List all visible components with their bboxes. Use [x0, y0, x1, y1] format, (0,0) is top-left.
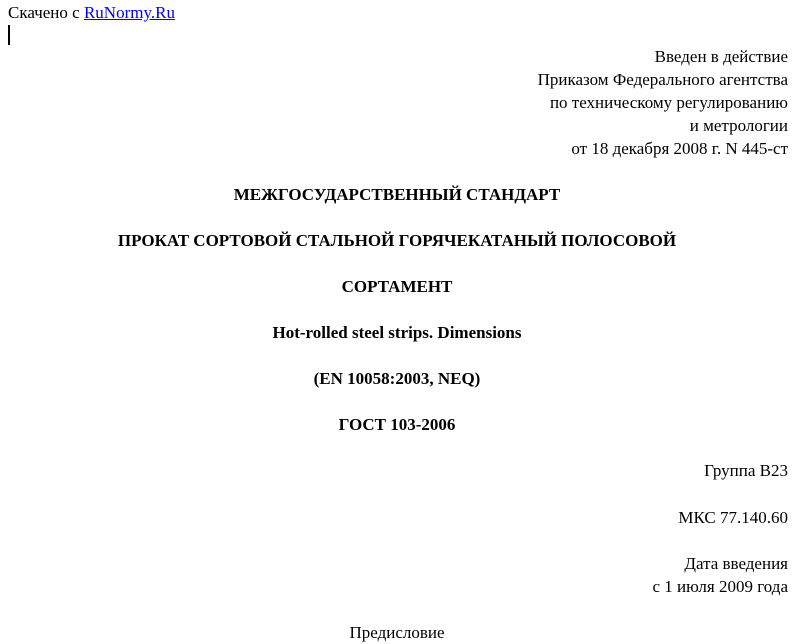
enactment-line: Введен в действие [654, 47, 788, 66]
standard-type-heading: МЕЖГОСУДАРСТВЕННЫЙ СТАНДАРТ [233, 185, 561, 204]
standard-subtitle: СОРТАМЕНТ [341, 277, 453, 296]
source-link[interactable]: RuNormy.Ru [83, 3, 175, 22]
standard-code: ГОСТ 103-2006 [338, 415, 456, 434]
text-cursor [8, 25, 10, 45]
source-prefix: Скачено с [8, 3, 80, 22]
english-title: Hot-rolled steel strips. Dimensions [272, 323, 522, 342]
classification-mks: МКС 77.140.60 [678, 508, 788, 527]
intro-date-value: с 1 июля 2009 года [652, 577, 788, 596]
classification-group: Группа В23 [704, 461, 788, 480]
enactment-line: Приказом Федерального агентства [537, 70, 788, 89]
intro-date-label: Дата введения [684, 554, 788, 573]
source-line [8, 2, 175, 24]
equivalence-note: (EN 10058:2003, NEQ) [313, 369, 481, 388]
standard-name-heading: ПРОКАТ СОРТОВОЙ СТАЛЬНОЙ ГОРЯЧЕКАТАНЫЙ ПОЛОСОВОЙ [117, 231, 677, 250]
enactment-line: и метрологии [689, 116, 788, 135]
section-heading-preface: Предисловие [349, 623, 445, 642]
enactment-line: по техническому регулированию [549, 93, 788, 112]
enactment-line: от 18 декабря 2008 г. N 445-ст [571, 139, 788, 158]
